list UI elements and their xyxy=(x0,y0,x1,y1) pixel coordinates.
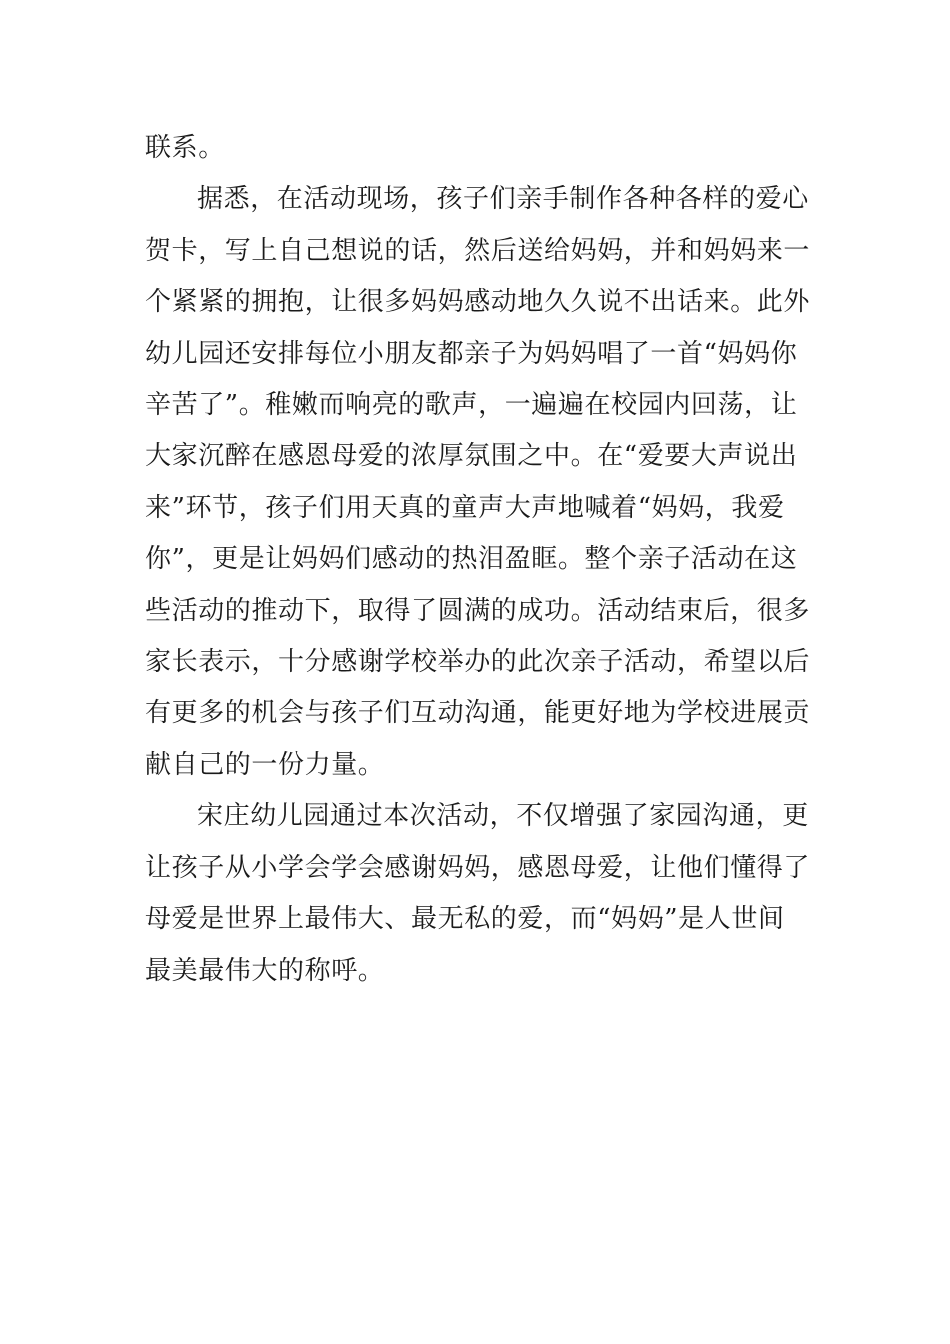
text-line: 贺卡，写上自己想说的话，然后送给妈妈，并和妈妈来一 xyxy=(145,235,811,266)
text-line: 有更多的机会与孩子们互动沟通，能更好地为学校进展贡 xyxy=(145,698,811,729)
text-line: 些活动的推动下，取得了圆满的成功。活动结束后，很多 xyxy=(145,595,811,626)
text-line: 据悉，在活动现场，孩子们亲手制作各种各样的爱心 xyxy=(197,184,809,215)
text-line: 你”，更是让妈妈们感动的热泪盈眶。整个亲子活动在这 xyxy=(145,544,798,575)
document-body xyxy=(145,123,811,997)
text-line: 联系。 xyxy=(145,133,225,163)
paragraph-activity-details xyxy=(145,174,811,791)
text-line: 宋庄幼儿园通过本次活动，不仅增强了家园沟通，更 xyxy=(197,801,809,832)
paragraph-conclusion xyxy=(145,791,811,997)
text-line: 最美最伟大的称呼。 xyxy=(145,955,385,986)
text-line: 让孩子从小学会学会感谢妈妈，感恩母爱，让他们懂得了 xyxy=(145,852,811,883)
text-line: 来”环节，孩子们用天真的童声大声地喊着“妈妈，我爱 xyxy=(145,492,785,523)
text-line: 幼儿园还安排每位小朋友都亲子为妈妈唱了一首“妈妈你 xyxy=(145,338,798,369)
text-line: 辛苦了”。稚嫩而响亮的歌声，一遍遍在校园内回荡，让 xyxy=(145,390,798,421)
text-line: 家长表示，十分感谢学校举办的此次亲子活动，希望以后 xyxy=(145,647,811,678)
text-line: 大家沉醉在感恩母爱的浓厚氛围之中。在“爱要大声说出 xyxy=(145,441,798,472)
text-line: 献自己的一份力量。 xyxy=(145,749,385,780)
text-line: 个紧紧的拥抱，让很多妈妈感动地久久说不出话来。此外 xyxy=(145,287,811,318)
paragraph-continuation xyxy=(145,123,811,174)
text-line: 母爱是世界上最伟大、最无私的爱，而“妈妈”是人世间 xyxy=(145,904,785,935)
